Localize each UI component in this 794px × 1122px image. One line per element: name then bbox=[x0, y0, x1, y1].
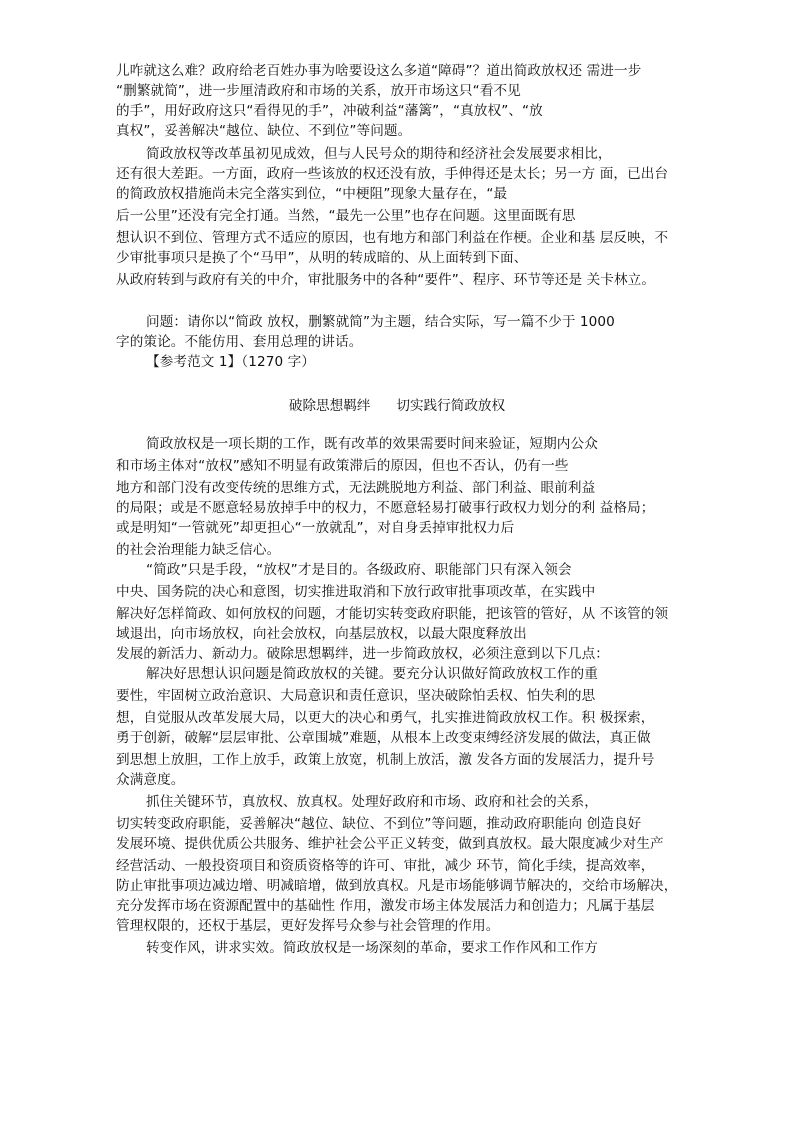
paragraph-line: 要性，牢固树立政治意识、大局意识和责任意识，坚决破除怕丢权、怕失利的思 bbox=[116, 688, 596, 704]
paragraph-line: 还有很大差距。一方面，政府一些该放的权还没有放，手伸得还是太长；另一方 面，已出台 bbox=[116, 166, 669, 182]
paragraph-line: 中央、国务院的决心和意图，切实推进取消和下放行政审批事项改革，在实践中 bbox=[116, 584, 596, 600]
question-line: 问题：请你以“简政 放权，删繁就简”为主题，结合实际，写一篇不少于 1000 bbox=[146, 314, 615, 330]
paragraph-line: 抓住关键环节，真放权、放真权。处理好政府和市场、政府和社会的关系， bbox=[146, 794, 598, 810]
paragraph-line: 到思想上放胆，工作上放手，政策上放宽，机制上放活，激 发各方面的发展活力，提升号 bbox=[116, 752, 655, 768]
question-line: 字的策论。不能仿用、套用总理的讲话。 bbox=[116, 334, 363, 350]
paragraph-line: 解决好思想认识问题是简政放权的关键。要充分认识做好简政放权工作的重 bbox=[146, 666, 598, 682]
paragraph-line: 简政放权是一项长期的工作，既有改革的效果需要时间来验证，短期内公众 bbox=[146, 436, 598, 452]
paragraph-line: 从政府转到与政府有关的中介，审批服务中的各种“要件”、程序、环节等还是 关卡林立。 bbox=[116, 272, 656, 288]
paragraph-line: 的简政放权措施尚未完全落实到位，“中梗阻”现象大量存在，“最 bbox=[116, 186, 508, 202]
paragraph-line: 和市场主体对“放权”感知不明显有政策滞后的原因，但也不否认，仍有一些 bbox=[116, 458, 569, 474]
paragraph-line: 解决好怎样简政、如何放权的问题，才能切实转变政府职能，把该管的管好，从 不该管的领 bbox=[116, 606, 669, 622]
paragraph-line: “删繁就简”，进一步厘清政府和市场的关系，放开市场这只“看不见 bbox=[116, 83, 521, 99]
paragraph-line: 地方和部门没有改变传统的思维方式，无法跳脱地方利益、部门利益、眼前利益 bbox=[116, 480, 596, 496]
paragraph-line: 防止审批事项边减边增、明减暗增，做到放真权。凡是市场能够调节解决的，交给市场解决， bbox=[116, 878, 678, 894]
essay-title: 破除思想羁绊 切实践行简政放权 bbox=[288, 398, 506, 414]
paragraph-line: 域退出，向市场放权，向社会放权，向基层放权，以最大限度释放出 bbox=[116, 626, 527, 642]
paragraph-line: 的手”，用好政府这只“看得见的手”，冲破利益“藩篱”，“真放权”、“放 bbox=[116, 103, 543, 119]
paragraph-line: 的局限；或是不愿意轻易放掉手中的权力，不愿意轻易打破事行政权力划分的利 益格局； bbox=[116, 500, 655, 516]
paragraph-line: 切实转变政府职能，妥善解决“越位、缺位、不到位”等问题，推动政府职能向 创造良好 bbox=[116, 816, 642, 832]
paragraph-line: 想，自觉服从改革发展大局，以更大的决心和勇气，扎实推进简政放权工作。积 极探索， bbox=[116, 710, 655, 726]
paragraph-line: 简政放权等改革虽初见成效，但与人民号众的期待和经济社会发展要求相比， bbox=[146, 146, 612, 162]
paragraph-line: 众满意度。 bbox=[116, 772, 185, 788]
paragraph-line: 儿咋就这么难？政府给老百姓办事为啥要设这么多道“障碍”？道出简政放权还 需进一步 bbox=[116, 63, 642, 79]
paragraph-line: “简政”只是手段，“放权”才是目的。各级政府、职能部门只有深入领会 bbox=[146, 562, 572, 578]
reference-heading: 【参考范文 1】（1270 字） bbox=[146, 354, 316, 370]
paragraph-line: 管理权限的，还权于基层，更好发挥号众参与社会管理的作用。 bbox=[116, 918, 500, 934]
paragraph-line: 发展环境、提供优质公共服务、维护社会公平正义转变，做到真放权。最大限度减少对生产 bbox=[116, 836, 664, 852]
paragraph-line: 充分发挥市场在资源配置中的基础性 作用，激发市场主体发展活力和创造力；凡属于基层 bbox=[116, 898, 655, 914]
paragraph-line: 转变作风，讲求实效。简政放权是一场深刻的革命，要求工作作风和工作方 bbox=[146, 940, 598, 956]
paragraph-line: 真权”，妥善解决“越位、缺位、不到位”等问题。 bbox=[116, 123, 412, 139]
paragraph-line: 的社会治理能力缺乏信心。 bbox=[116, 542, 281, 558]
paragraph-line: 勇于创新，破解“层层审批、公章围城”难题，从根本上改变束缚经济发展的做法，真正做 bbox=[116, 730, 651, 746]
paragraph-line: 想认识不到位、管理方式不适应的原因，也有地方和部门利益在作梗。企业和基 层反映，不 bbox=[116, 230, 669, 246]
paragraph-line: 发展的新活力、新动力。破除思想羁绊，进一步简政放权，必须注意到以下几点： bbox=[116, 646, 609, 662]
paragraph-line: 少审批事项只是换了个“马甲”，从明的转成暗的、从上面转到下面、 bbox=[116, 250, 528, 266]
paragraph-line: 后一公里”还没有完全打通。当然，“最先一公里”也存在问题。这里面既有思 bbox=[116, 208, 576, 224]
paragraph-line: 经营活动、一般投资项目和资质资格等的许可、审批，减少 环节，简化手续，提高效率， bbox=[116, 858, 655, 874]
paragraph-line: 或是明知“一管就死”却更担心“一放就乱”，对自身丢掉审批权力后 bbox=[116, 520, 515, 536]
